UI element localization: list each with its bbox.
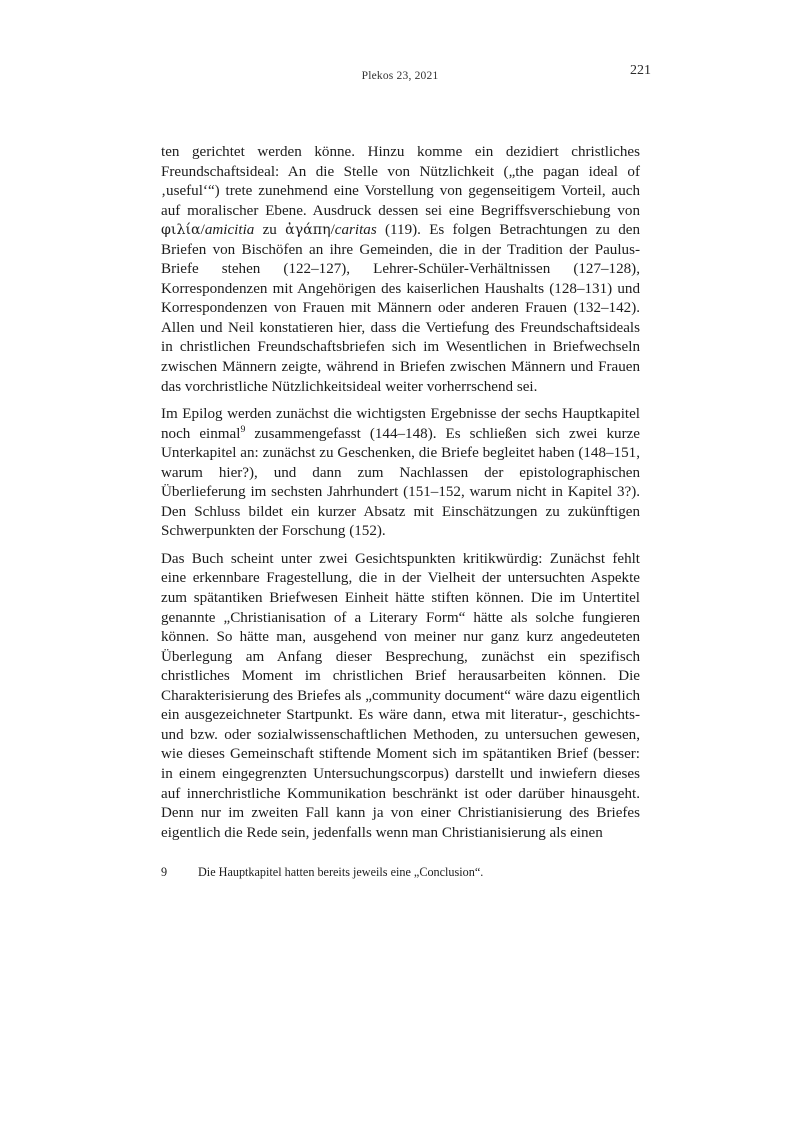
footnote-item xyxy=(161,864,640,880)
footnote-marker: 9 xyxy=(161,865,168,879)
running-head xyxy=(161,63,651,92)
footnote-area xyxy=(161,864,640,880)
footnote-reference[interactable]: 9 xyxy=(240,423,246,435)
greek-term: ἀγάπη xyxy=(285,222,331,239)
italic-term: amicitia xyxy=(204,222,255,239)
body-text-column xyxy=(161,143,640,843)
greek-term: φιλία xyxy=(161,222,201,239)
running-head-title: Plekos 23, 2021 xyxy=(361,70,439,82)
footnote-text: Die Hauptkapitel hatten bereits jeweils eine „Conclusion“. xyxy=(198,865,484,879)
italic-term: caritas xyxy=(334,222,377,239)
paragraph-2: Im Epilog werden zunächst die wichtigsten Ergebnisse der sechs Hauptkapitel noch einmal$^9$ zusammengefasst (144–148). Es schließen sich zwei kurze Unterkapitel an: zunächst zu Geschenken, die Briefe begleitet haben (148–151, warum hier?), und dann zum Nachlassen der epistolographischen Überlieferung im sechsten Jahrhundert (151–152, warum nicht in Kapitel 3?). Den Schluss bildet ein kurzer Absatz mit Einschätzungen zu zukünftigen Schwerpunkten der Forschung (152). xyxy=(161,406,640,540)
paragraph-1: ten gerichtet werden könne. Hinzu komme ein dezidiert christliches Freundschaftsideal: An die Stelle von Nützlichkeit („the pagan ideal of ‚useful‘“) trete zunehmend eine Vorstellung von gegenseitigem Vorteil, auch auf moralischer Ebene. Ausdruck dessen sei eine Begriffsverschiebung von φιλία/amicitia zu ἀγάπη/caritas (119). Es folgen Betrachtungen zu den Briefen von Bischöfen an ihre Gemeinden, die in der Tradition der Paulus-Briefe stehen (122–127), Lehrer-Schüler-Verhältnissen (127–128), Korrespondenzen mit Angehörigen des kaiserlichen Haushalts (128–131) und Korrespondenzen von Frauen mit Männern oder anderen Frauen (132–142). Allen und Neil konstatieren hier, dass die Vertiefung des Freundschaftsideals in christlichen Freundschaftsbriefen sich im Wesentlichen in Briefwechseln zwischen Männern zeigte, während in Briefen zwischen Männern und Frauen das vorchristliche Nützlichkeitsideal weiter vorherrschend sei. xyxy=(161,144,640,395)
page-number: 221 xyxy=(630,63,651,78)
paragraph-3: Das Buch scheint unter zwei Gesichtspunkten kritikwürdig: Zunächst fehlt eine erkennbare Fragestellung, die in der Vielheit der untersuchten Aspekte zum spätantiken Briefwesen Einheit hätte stiften können. Die im Untertitel genannte „Christianisation of a Literary Form“ hätte als solche fungieren können. So hätte man, ausgehend von meiner nur ganz kurz angedeuteten Überlegung am Anfang dieser Besprechung, zunächst ein spezifisch christliches Moment im christlichen Brief herausarbeiten können. Die Charakterisierung des Briefes als „community document“ wäre dazu eigentlich ein ausgezeichneter Startpunkt. Es wäre dann, etwa mit literatur-, geschichts- und bzw. oder sozialwissenschaftlichen Methoden, zu untersuchen gewesen, wie dieses Gemeinschaft stiftende Moment sich im spätantiken Brief (besser: in einem eingegrenzten Untersuchungscorpus) darstellt und inwiefern dieses auf innerchristliche Kommunikation beschränkt ist oder darüber hinausgeht. Denn nur im zweiten Fall kann ja von einer Christianisierung des Briefes eigentlich die Rede sein, jedenfalls wenn man Christianisierung als einen xyxy=(161,550,640,841)
